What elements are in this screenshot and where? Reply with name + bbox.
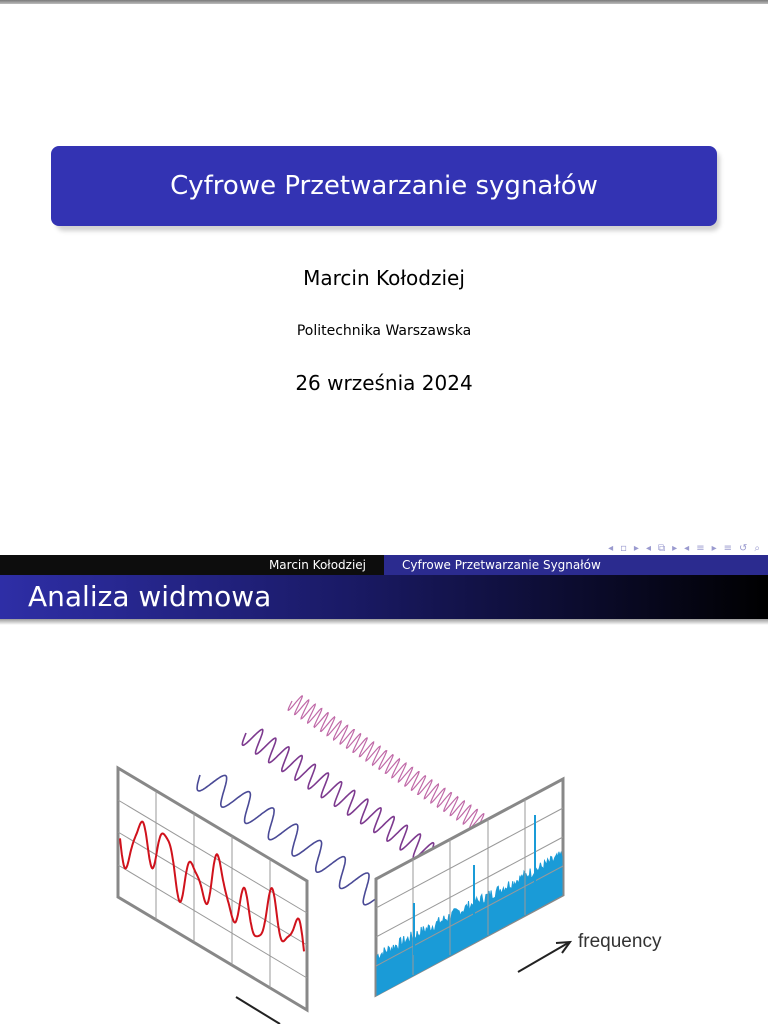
subsection-icon[interactable]: ⧉ <box>657 542 666 554</box>
presentation-title: Cyfrowe Przetwarzanie sygnałów <box>170 171 598 201</box>
section-icon[interactable]: ≡ <box>696 542 705 554</box>
frame-title: Analiza widmowa <box>28 580 272 613</box>
frame-title-bar <box>0 575 768 619</box>
headline-author-section <box>0 555 384 575</box>
frequency-axis-label: frequency <box>578 931 662 952</box>
frequency-arrowhead-icon <box>556 942 570 953</box>
headline-bar <box>0 555 768 575</box>
frequency-arrow-icon <box>518 943 568 972</box>
institute-name: Politechnika Warszawska <box>296 323 472 339</box>
beamer-navigation-bar <box>608 540 760 556</box>
undo-icon[interactable]: ↺ <box>739 542 748 554</box>
next-subsection-icon[interactable]: ▸ <box>672 542 678 554</box>
presentation-date: 26 września 2024 <box>295 371 473 395</box>
high-frequency-wave <box>288 696 484 828</box>
time-arrow-icon <box>236 997 280 1024</box>
prev-section-icon[interactable]: ◂ <box>684 542 690 554</box>
headline-title: Cyfrowe Przetwarzanie Sygnałów <box>402 558 601 572</box>
spectral-analysis-figure <box>0 625 768 1024</box>
frame-icon[interactable]: ▫ <box>620 542 627 554</box>
title-slide <box>0 4 768 552</box>
next-frame-icon[interactable]: ▸ <box>633 542 639 554</box>
time-domain-panel <box>118 768 307 1024</box>
align-icon[interactable]: ≡ <box>723 542 732 554</box>
author-name: Marcin Kołodziej <box>303 266 465 290</box>
prev-subsection-icon[interactable]: ◂ <box>645 542 651 554</box>
frequency-domain-panel <box>376 779 662 995</box>
prev-frame-icon[interactable]: ◂ <box>608 542 614 554</box>
search-icon[interactable]: ⌕ <box>754 542 760 554</box>
headline-title-section <box>384 555 768 575</box>
next-section-icon[interactable]: ▸ <box>711 542 717 554</box>
title-box <box>51 146 717 226</box>
headline-author: Marcin Kołodziej <box>268 558 366 572</box>
